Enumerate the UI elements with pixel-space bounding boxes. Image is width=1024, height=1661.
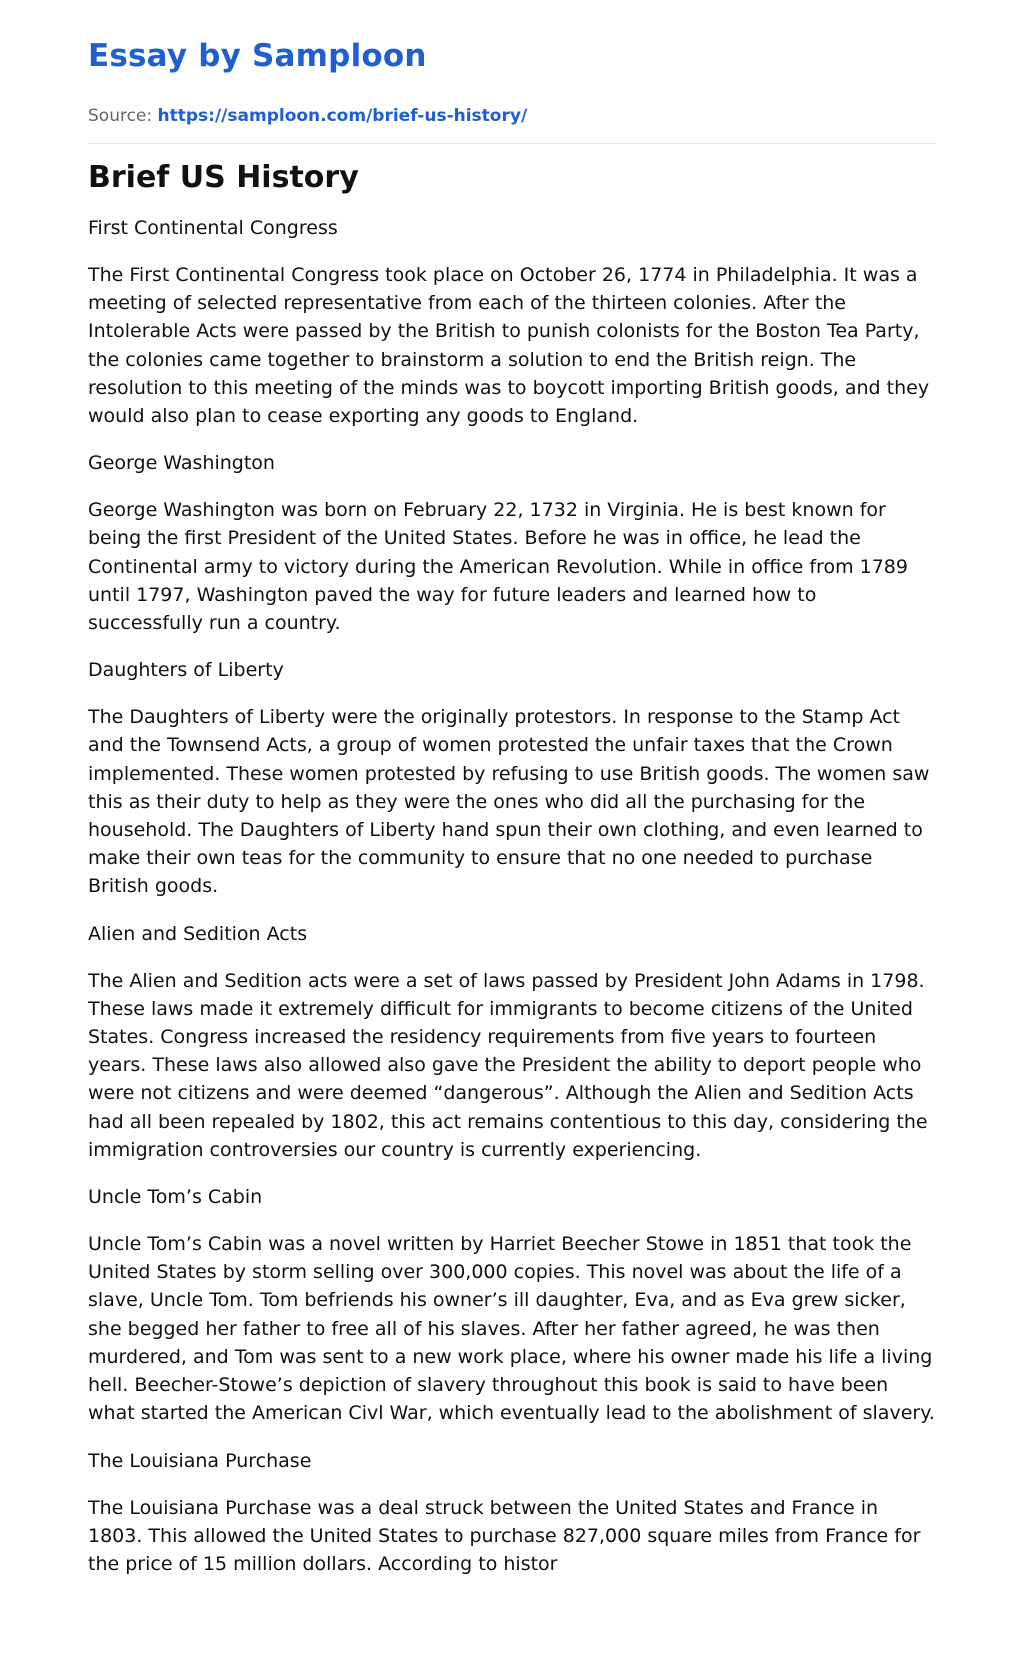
section-heading: First Continental Congress [88,217,338,239]
section-heading: The Louisiana Purchase [88,1449,312,1472]
site-brand-title: Essay by Samploon [88,38,427,74]
section-heading: Alien and Sedition Acts [88,922,308,945]
article-content [88,214,936,1578]
section-heading: George Washington [88,452,275,475]
section-paragraph: The Alien and Sedition acts were a set of laws passed by President John Adams in 1798. These laws made it extremely difficult for immigrants to become citizens of the United States. Congress increased the residency requirements from five years to fourteen years. These laws also allowed also gave the President the ability to deport people who were not citizens and were deemed “dangerous”. Although the Alien and Sedition Acts had all been repealed by 1802, this act remains contentious to this day, considering the immigration controversies our country is currently experiencing. [88,969,928,1161]
article-title: Brief US History [88,160,359,195]
section-paragraph: The Daughters of Liberty were the originally protestors. In response to the Stamp Act and the Townsend Acts, a group of women protested the unfair taxes that the Crown implemented. These women protested by refusing to use British goods. The women saw this as their duty to help as they were the ones who did all the purchasing for the household. The Daughters of Liberty hand spun their own clothing, and even learned to make their own teas for the community to ensure that no one needed to purchase British goods. [88,706,930,898]
source-line [88,104,936,128]
section-paragraph: George Washington was born on February 22, 1732 in Virginia. He is best known for being the first President of the United States. Before he was in office, he lead the Continental army to victory during the American Revolution. While in office from 1789 until 1797, Washington paved the way for future leaders and learned how to successfully run a country. [88,499,908,635]
source-link[interactable]: https://samploon.com/brief-us-history/ [157,106,528,126]
section-paragraph: The Louisiana Purchase was a deal struck between the United States and France in 1803. This allowed the United States to purchase 827,000 square miles from France for the price of 15 million dollars. According to histor [88,1496,921,1575]
section-heading: Uncle Tom’s Cabin [88,1186,263,1209]
section-alien-sedition-acts [88,920,936,1164]
section-paragraph: Uncle Tom’s Cabin was a novel written by Harriet Beecher Stowe in 1851 that took the United States by storm selling over 300,000 copies. This novel was about the life of a slave, Uncle Tom. Tom befriends his owner’s ill daughter, Eva, and as Eva grew sicker, she begged her father to free all of his slaves. After her father agreed, he was then murdered, and Tom was sent to a new work place, where his owner made his life a living hell. Beecher-Stowe’s depiction of slavery throughout this book is said to have been what started the American Civl War, which eventually lead to the abolishment of slavery. [88,1233,935,1425]
section-louisiana-purchase [88,1447,936,1579]
source-label: Source: [88,106,153,126]
section-paragraph: The First Continental Congress took place on October 26, 1774 in Philadelphia. It was a meeting of selected representative from each of the thirteen colonies. After the Intolerable Acts were passed by the British to punish colonists for the Boston Tea Party, the colonies came together to brainstorm a solution to end the British reign. The resolution to this meeting of the minds was to boycott importing British goods, and they would also plan to cease exporting any goods to England. [88,264,930,428]
section-daughters-of-liberty [88,656,936,900]
section-george-washington [88,449,936,637]
header-divider [88,143,936,144]
section-uncle-toms-cabin [88,1183,936,1427]
section-first-continental-congress [88,214,936,430]
section-heading: Daughters of Liberty [88,659,284,682]
